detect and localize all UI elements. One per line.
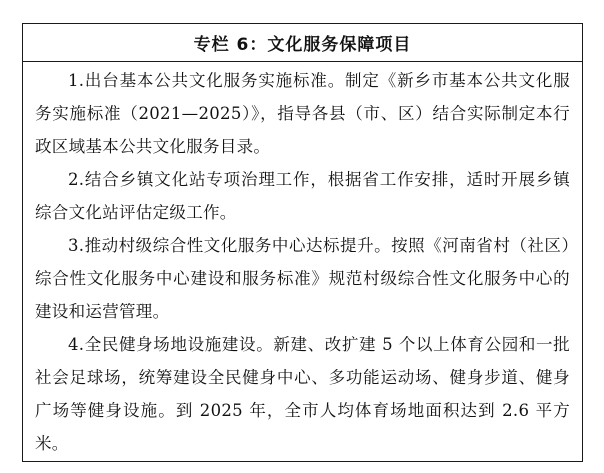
column-box <box>22 23 583 462</box>
title-row <box>23 24 582 62</box>
paragraph-2: 2.结合乡镇文化站专项治理工作，根据省工作安排，适时开展乡镇综合文化站评估定级工作。 <box>35 170 570 222</box>
paragraph-1: 1.出台基本公共文化服务实施标准。制定《新乡市基本公共文化服务实施标准（2021—2025）》，指导各县（市、区）结合实际制定本行政区域基本公共文化服务目录。 <box>35 71 570 156</box>
paragraph-3: 3.推动村级综合性文化服务中心达标提升。按照《河南省村（社区）综合性文化服务中心建设和服务标准》规范村级综合性文化服务中心的建设和运营管理。 <box>35 236 570 321</box>
column-title: 专栏 6：文化服务保障项目 <box>193 35 412 55</box>
column-content <box>23 62 582 460</box>
paragraph-4: 4.全民健身场地设施建设。新建、改扩建 5 个以上体育公园和一批社会足球场，统筹建设全民健身中心、多功能运动场、健身步道、健身广场等健身设施。到 2025 年，全市人均体育场地面积达到 2.6 平方米。 <box>35 335 570 453</box>
